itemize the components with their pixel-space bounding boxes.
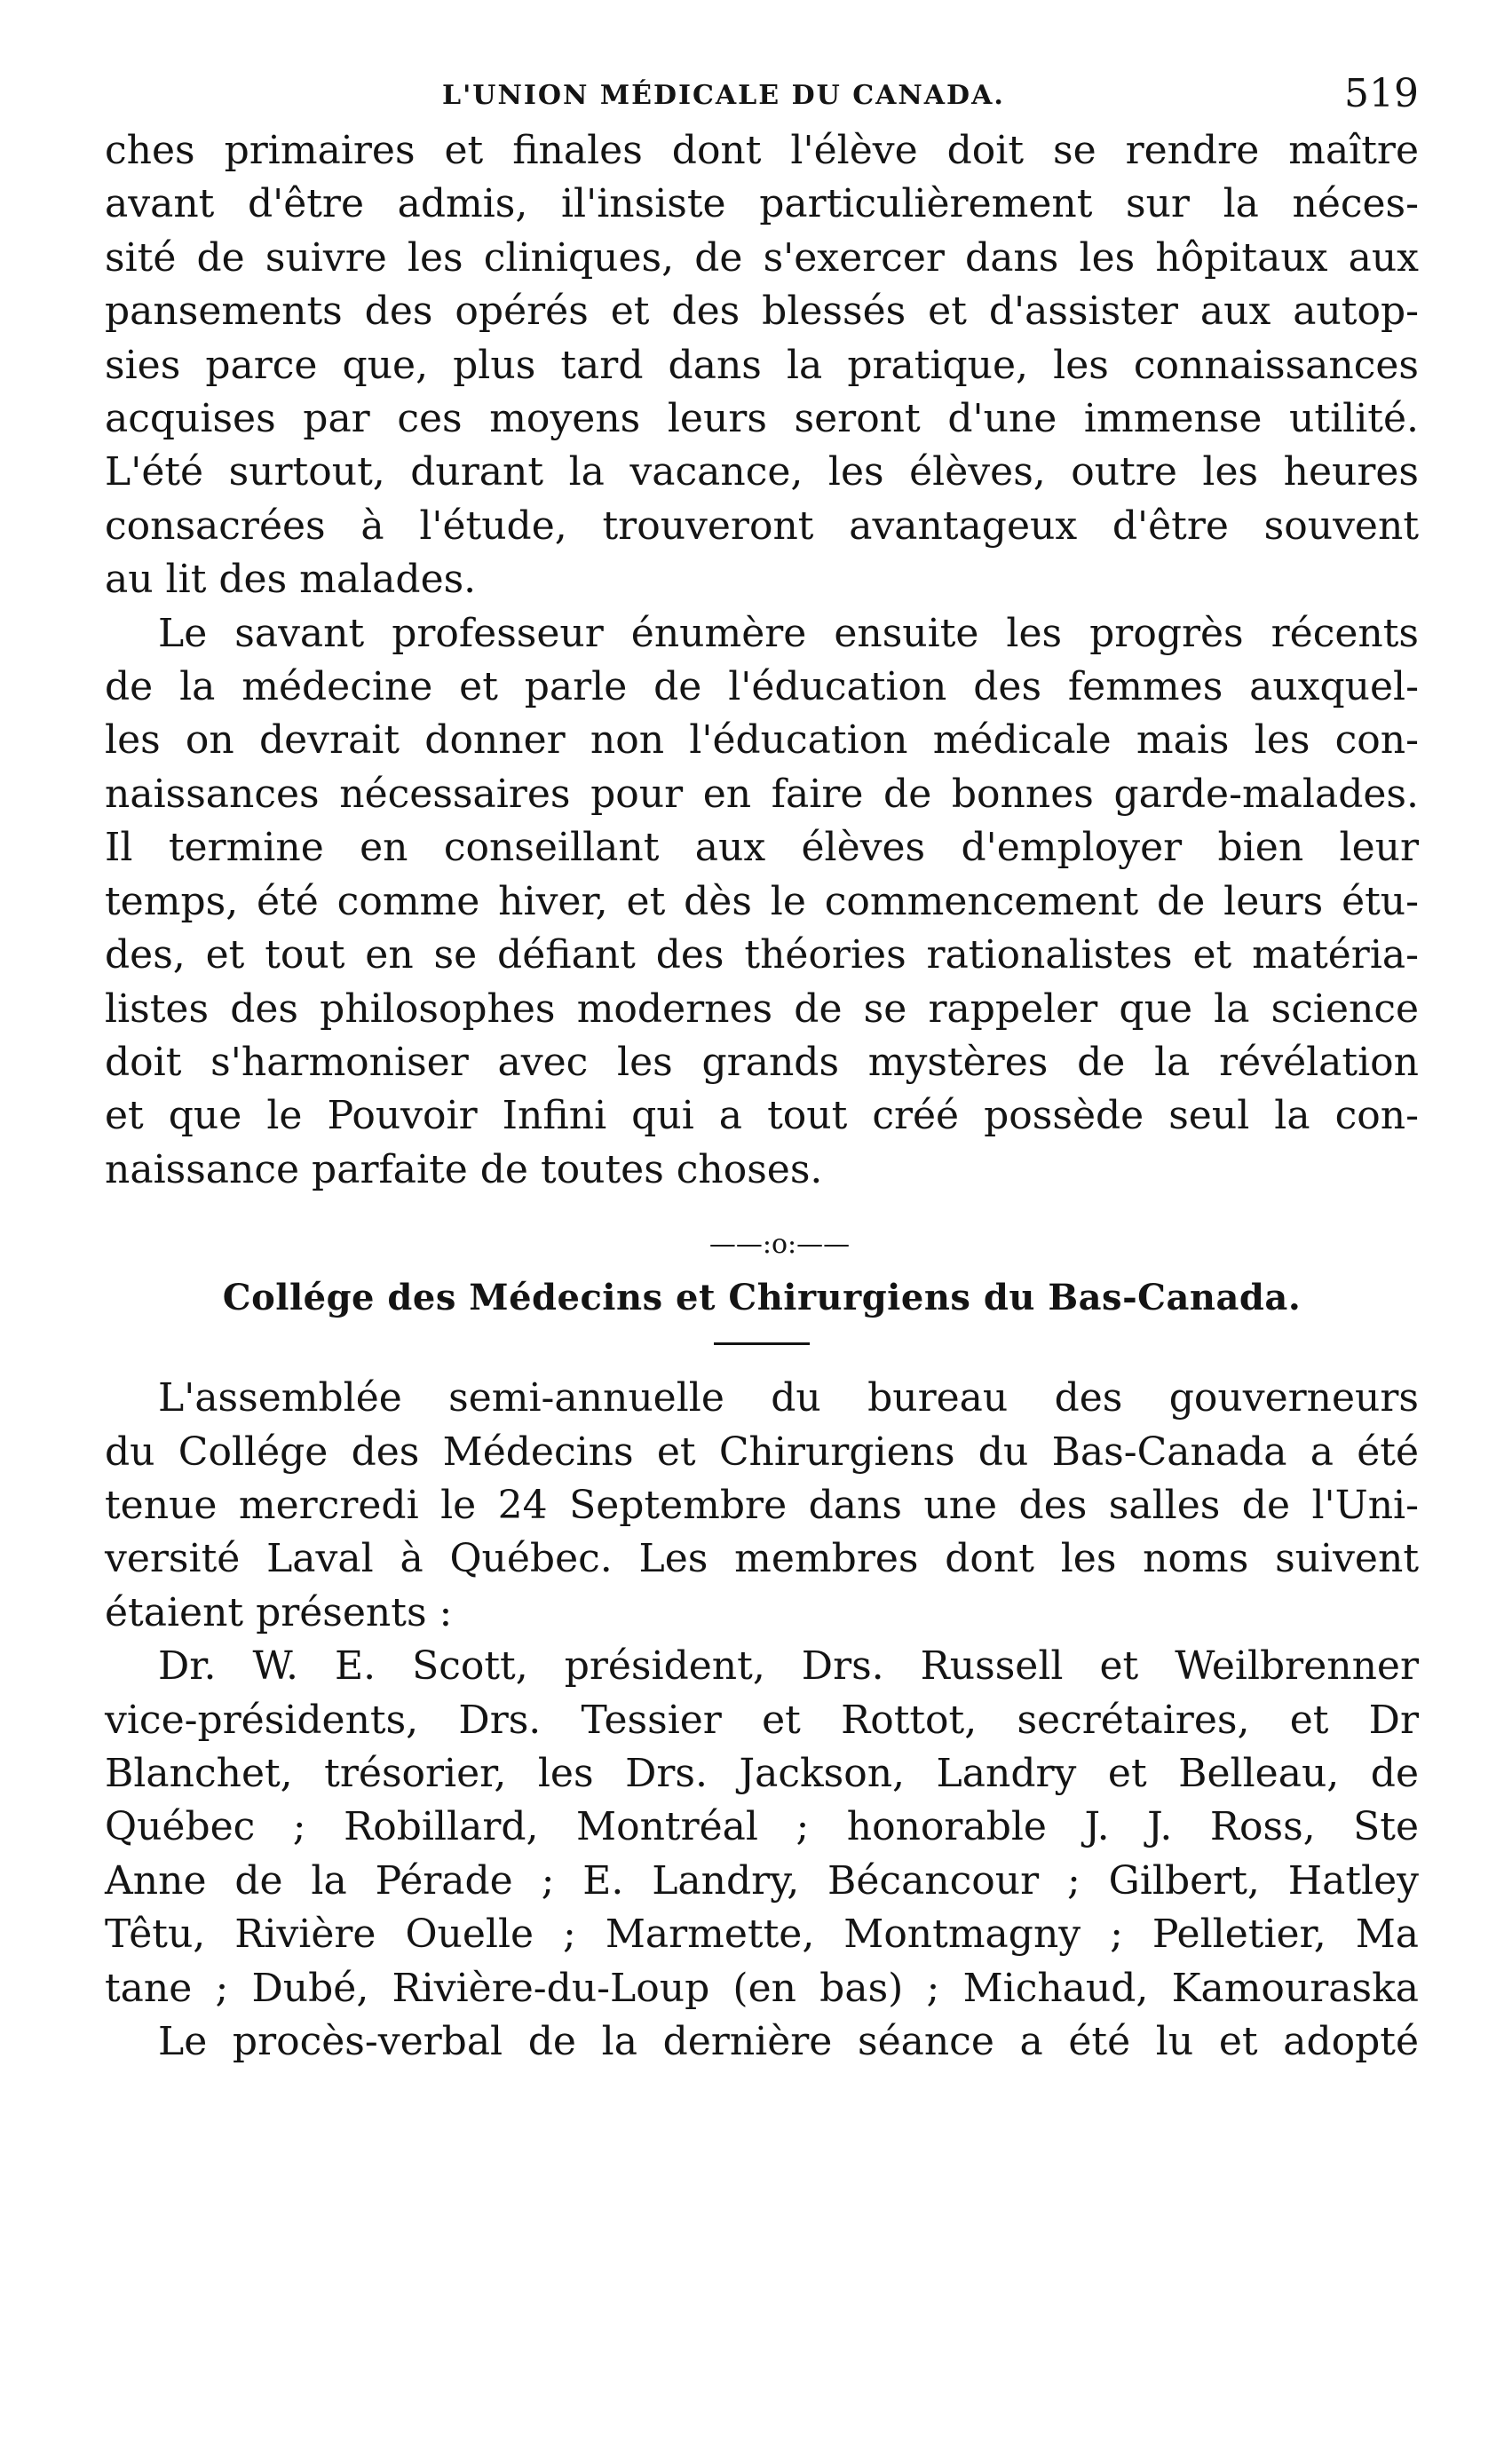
section-1-text xyxy=(105,124,1419,1197)
text-line: et que le Pouvoir Infini qui a tout créé possède seul la con- xyxy=(105,1093,1419,1139)
text-line: Têtu, Rivière Ouelle ; Marmette, Montmagny ; Pelletier, Ma xyxy=(105,1912,1419,1958)
text-line: Le procès-verbal de la dernière séance a été lu et adopté xyxy=(158,2019,1419,2064)
text-line: vice-présidents, Drs. Tessier et Rottot, secrétaires, et Dr xyxy=(105,1697,1419,1743)
text-line: L'assemblée semi-annuelle du bureau des gouverneurs xyxy=(158,1375,1419,1421)
text-line: étaient présents : xyxy=(105,1589,453,1635)
text-line: Le savant professeur énumère ensuite les progrès récents xyxy=(158,610,1419,656)
text-line: Dr. W. E. Scott, président, Drs. Russell et Weilbrenner xyxy=(158,1643,1419,1690)
running-head xyxy=(105,62,1419,124)
text-line: tenue mercredi le 24 Septembre dans une des salles de l'Uni- xyxy=(105,1482,1419,1528)
section-heading: Collége des Médecins et Chirurgiens du Bas-Canada. xyxy=(222,1277,1302,1319)
text-line: sité de suivre les cliniques, de s'exercer dans les hôpitaux aux xyxy=(105,234,1419,281)
text-line: tane ; Dubé, Rivière-du-Loup (en bas) ; Michaud, Kamouraska xyxy=(105,1965,1419,2011)
text-line: sies parce que, plus tard dans la pratique, les connaissances xyxy=(105,342,1419,388)
text-line: listes des philosophes modernes de se rappeler que la science xyxy=(105,986,1419,1032)
heading-rule xyxy=(714,1342,810,1345)
text-line: des, et tout en se défiant des théories rationalistes et matéria- xyxy=(105,932,1419,978)
text-line: au lit des malades. xyxy=(105,557,477,603)
running-title: L'UNION MÉDICALE DU CANADA. xyxy=(442,80,1005,111)
page-number: 519 xyxy=(1344,71,1419,116)
text-line: Anne de la Pérade ; E. Landry, Bécancour ; Gilbert, Hatley xyxy=(105,1857,1419,1904)
text-line: acquises par ces moyens leurs seront d'une immense utilité. xyxy=(105,396,1419,442)
text-line: avant d'être admis, il'insiste particulièrement sur la néces- xyxy=(105,181,1419,227)
text-line: les on devrait donner non l'éducation médicale mais les con- xyxy=(105,717,1419,764)
text-line: Québec ; Robillard, Montréal ; honorable J. J. Ross, Ste xyxy=(105,1804,1419,1850)
text-line: consacrées à l'étude, trouveront avantageux d'être souvent xyxy=(105,503,1419,549)
section-ornament: ——:o:—— xyxy=(709,1229,851,1261)
text-line: naissances nécessaires pour en faire de bonnes garde-malades. xyxy=(105,771,1419,817)
text-line: temps, été comme hiver, et dès le commencement de leurs étu- xyxy=(105,878,1419,924)
text-line: ches primaires et finales dont l'élève doit se rendre maître xyxy=(105,128,1419,173)
text-line: du Collége des Médecins et Chirurgiens du Bas-Canada a été xyxy=(105,1429,1419,1475)
text-line: de la médecine et parle de l'éducation des femmes auxquel- xyxy=(105,664,1419,710)
text-line: Blanchet, trésorier, les Drs. Jackson, Landry et Belleau, de xyxy=(105,1750,1419,1796)
section-2-text xyxy=(105,1372,1419,2069)
document-page xyxy=(105,62,1419,2069)
text-line: pansements des opérés et des blessés et d'assister aux autop- xyxy=(105,289,1419,335)
text-line: naissance parfaite de toutes choses. xyxy=(105,1146,823,1192)
text-line: Il termine en conseillant aux élèves d'employer bien leur xyxy=(105,825,1419,871)
text-line: doit s'harmoniser avec les grands mystères de la révélation xyxy=(105,1039,1419,1085)
text-line: versité Laval à Québec. Les membres dont les noms suivent xyxy=(105,1536,1419,1582)
text-line: L'été surtout, durant la vacance, les élèves, outre les heures xyxy=(105,449,1419,495)
